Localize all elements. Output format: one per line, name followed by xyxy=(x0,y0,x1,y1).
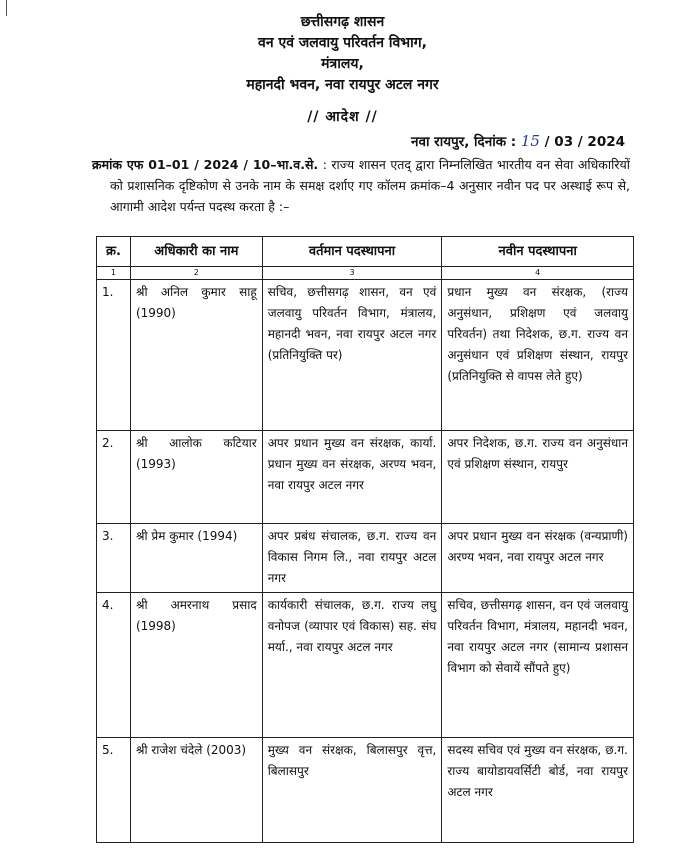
officer-name: श्री आलोक कटियार (1993) xyxy=(130,431,262,524)
new-posting: अपर प्रधान मुख्य वन संरक्षक (वन्यप्राणी) अरण्य भवन, नवा रायपुर अटल नगर xyxy=(442,524,634,593)
officer-name: श्री प्रेम कुमार (1994) xyxy=(130,524,262,593)
column-number: 3 xyxy=(262,267,442,280)
table-row xyxy=(97,280,634,431)
header-line-1: छत्तीसगढ़ शासन xyxy=(300,14,385,30)
officer-name: श्री राजेश चंदेले (2003) xyxy=(130,738,262,843)
table-row xyxy=(97,738,634,843)
order-text: : राज्य शासन एतद् द्वारा निम्नलिखित भारतीय वन सेवा अधिकारियों को प्रशासनिक दृष्टिकोण से उनके नाम के समक्ष दर्शाए गए कॉलम क्रमांक–4 अनुसार नवीन पद पर अस्थाई रूप से, आगामी आदेश पर्यन्त पदस्थ करता है :– xyxy=(110,157,630,214)
header-line-3: मंत्रालय, xyxy=(321,56,364,72)
table-row xyxy=(97,431,634,524)
serial-number: 4. xyxy=(97,593,131,738)
date-month-year: / 03 / 2024 xyxy=(544,134,625,150)
table-header-row xyxy=(97,237,634,267)
serial-number: 2. xyxy=(97,431,131,524)
order-reference: क्रमांक एफ 01–01 / 2024 / 10–भा.व.से. xyxy=(92,157,319,172)
postings-table xyxy=(96,236,634,843)
new-posting: सदस्य सचिव एवं मुख्य वन संरक्षक, छ.ग. राज्य बायोडायवर्सिटी बोर्ड, नवा रायपुर अटल नगर xyxy=(442,738,634,843)
table-row xyxy=(97,524,634,593)
column-number: 2 xyxy=(130,267,262,280)
order-intro xyxy=(92,154,630,217)
letterhead xyxy=(0,12,685,96)
column-number: 4 xyxy=(442,267,634,280)
header-serial: क्र. xyxy=(97,237,131,267)
column-number-row xyxy=(97,267,634,280)
header-current-posting: वर्तमान पदस्थापना xyxy=(262,237,442,267)
order-title: // आदेश // xyxy=(307,109,378,125)
new-posting: प्रधान मुख्य वन संरक्षक, (राज्य अनुसंधान, प्रशिक्षण एवं जलवायु परिवर्तन) तथा निदेशक, छ.ग. राज्य वन अनुसंधान एवं प्रशिक्षण संस्थान, रायपुर (प्रतिनियुक्ति से वापस लेते हुए) xyxy=(442,280,634,431)
serial-number: 5. xyxy=(97,738,131,843)
current-posting: अपर प्रधान मुख्य वन संरक्षक, कार्या. प्रधान मुख्य वन संरक्षक, अरण्य भवन, नवा रायपुर अटल नगर xyxy=(262,431,442,524)
current-posting: मुख्य वन संरक्षक, बिलासपुर वृत्त, बिलासपुर xyxy=(262,738,442,843)
current-posting: कार्यकारी संचालक, छ.ग. राज्य लघु वनोपज (व्यापार एवं विकास) सह. संघ मर्या., नवा रायपुर अटल नगर xyxy=(262,593,442,738)
table-row xyxy=(97,593,634,738)
new-posting: अपर निदेशक, छ.ग. राज्य वन अनुसंधान एवं प्रशिक्षण संस्थान, रायपुर xyxy=(442,431,634,524)
officer-name: श्री अमरनाथ प्रसाद (1998) xyxy=(130,593,262,738)
date-day-handwritten: 15 xyxy=(520,132,540,150)
column-number: 1 xyxy=(97,267,131,280)
new-posting: सचिव, छत्तीसगढ़ शासन, वन एवं जलवायु परिवर्तन विभाग, मंत्रालय, महानदी भवन, नवा रायपुर अटल नगर (सामान्य प्रशासन विभाग को सेवायें सौंपते हुए) xyxy=(442,593,634,738)
current-posting: अपर प्रबंध संचालक, छ.ग. राज्य वन विकास निगम लि., नवा रायपुर अटल नगर xyxy=(262,524,442,593)
serial-number: 1. xyxy=(97,280,131,431)
serial-number: 3. xyxy=(97,524,131,593)
dateline xyxy=(411,132,625,150)
current-posting: सचिव, छत्तीसगढ़ शासन, वन एवं जलवायु परिवर्तन विभाग, मंत्रालय, महानदी भवन, नवा रायपुर अटल नगर (प्रतिनियुक्ति पर) xyxy=(262,280,442,431)
date-place: नवा रायपुर, दिनांक : xyxy=(410,134,517,150)
header-line-2: वन एवं जलवायु परिवर्तन विभाग, xyxy=(258,35,427,51)
header-officer-name: अधिकारी का नाम xyxy=(130,237,262,267)
officer-name: श्री अनिल कुमार साहू (1990) xyxy=(130,280,262,431)
header-line-4: महानदी भवन, नवा रायपुर अटल नगर xyxy=(246,77,439,93)
header-new-posting: नवीन पदस्थापना xyxy=(442,237,634,267)
